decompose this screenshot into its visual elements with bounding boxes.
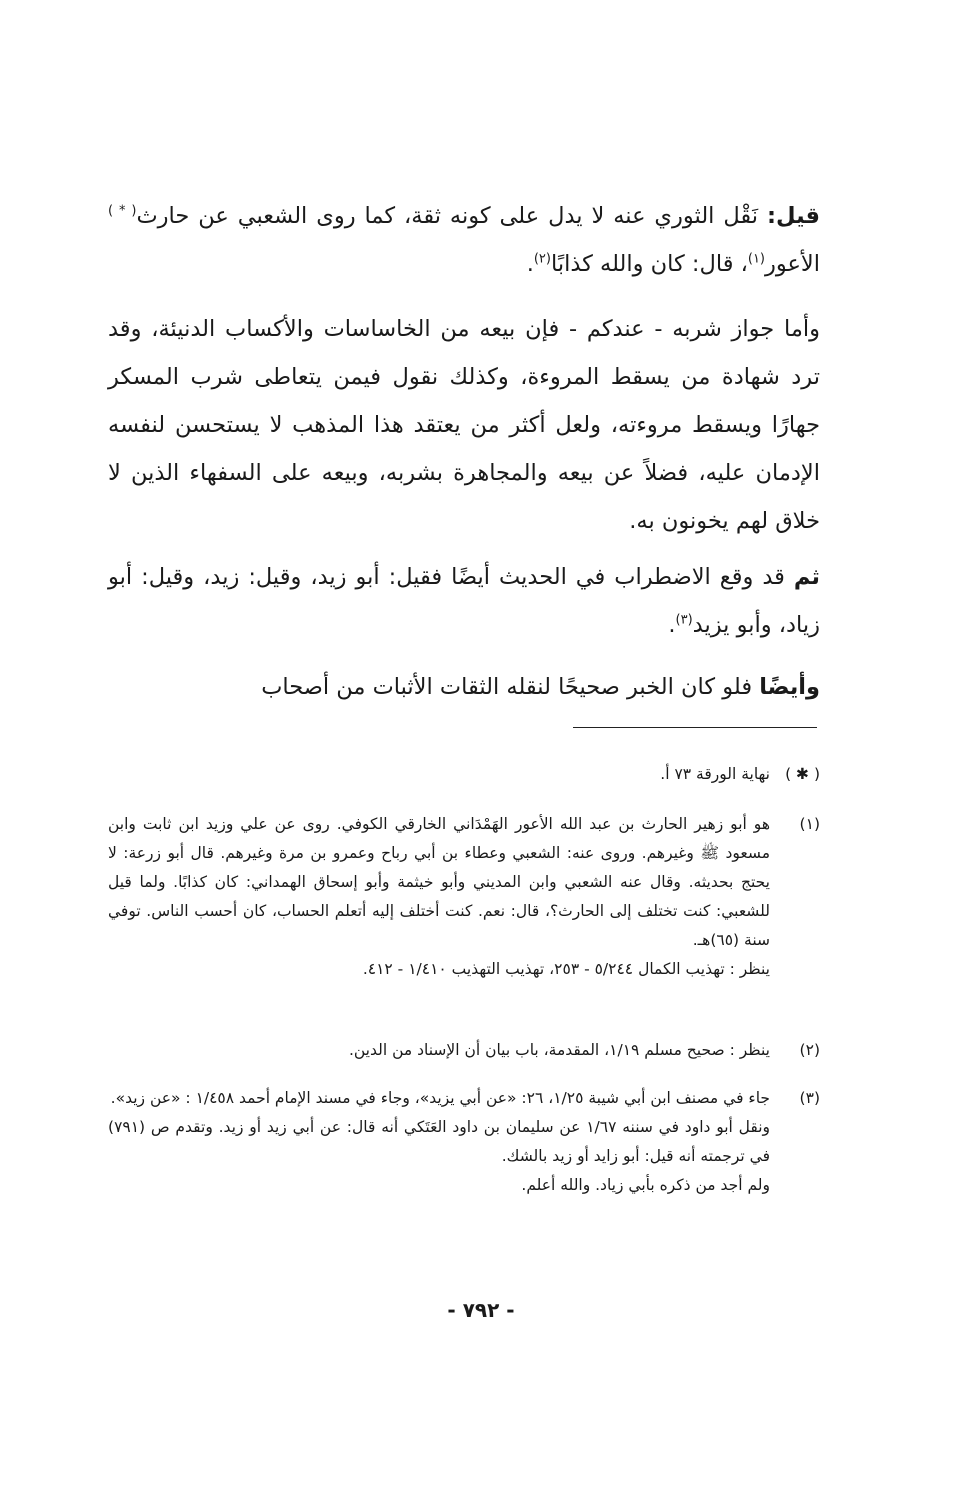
footnote-1-reference: ينظر : تهذيب الكمال ٥/٢٤٤ - ٢٥٣، تهذيب التهذيب ١/٤١٠ - ٤١٢. <box>362 960 770 978</box>
paragraph-3-lead: ثم <box>793 564 820 590</box>
footnote-2-text: ينظر : صحيح مسلم ١/١٩، المقدمة، باب بيان أن الإسناد من الدين. <box>348 1041 770 1059</box>
footnote-star-text: نهاية الورقة ٧٣ أ. <box>660 765 770 783</box>
paragraph-1-lead: قيل: <box>766 203 820 229</box>
footnote-marker-2: (٢) <box>533 251 551 267</box>
paragraph-3 <box>108 553 820 649</box>
paragraph-2: وأما جواز شربه - عندكم - فإن بيعه من الخاساسات والأكساب الدنيئة، وقد ترد شهادة من يسقط المروءة، وكذلك نقول فيمن يتعاطى شرب المسكر جهارًا ويسقط مروءته، ولعل أكثر من يعتقد هذا المذهب لا يستحسن لنفسه الإدمان عليه، فضلاً عن بيعه والمجاهرة بشربه، وبيعه على السفهاء الذين لا خلاق لهم يخونون به. <box>108 316 820 534</box>
paragraph-4-lead: وأيضًا <box>759 674 820 700</box>
footnote-3-text-3: ولم أجد من ذكره بأبي زياد. والله أعلم. <box>521 1176 770 1194</box>
footnote-1-text: هو أبو زهير الحارث بن عبد الله الأعور الهَمْدَاني الخارقي الكوفي. روى عن علي وزيد ابن ثابت وابن مسعود ﷺ وغيرهم. وروى عنه: الشعبي وعطاء بن أبي رباح وعمرو بن مرة وغيرهم. قال أبو زرعة: لا يحتج بحديثه. وقال عنه الشعبي وابن المديني وأبو خيثمة وأبو إسحاق الهمداني: كان كذابًا. ولما قيل للشعبي: كنت تختلف إلى الحارث؟، قال: نعم. كنت أختلف إليه أتعلم الحساب، كان أحسب الناس. توفي سنة (٦٥)هـ. <box>108 815 770 949</box>
paragraph-1 <box>108 192 820 288</box>
paragraph-4 <box>108 663 820 711</box>
footnote-1 <box>108 810 820 984</box>
paragraph-3-text-b: . <box>668 612 676 638</box>
footnote-star <box>108 760 820 789</box>
footnote-separator <box>573 727 817 728</box>
footnote-marker-1: (١) <box>747 251 765 267</box>
footnote-2 <box>108 1036 820 1065</box>
footnote-1-number: (١) <box>799 815 820 833</box>
paragraph-4-text: فلو كان الخبر صحيحًا لنقله الثقات الأثبات من أصحاب <box>261 674 760 700</box>
footnote-2-number: (٢) <box>799 1041 820 1059</box>
footnote-3-text: جاء في مصنف ابن أبي شيبة ١/٢٥، ٢٦: «عن أبي يزيد»، وجاء في مسند الإمام أحمد ١/٤٥٨ : «عن زيد». <box>110 1089 770 1107</box>
footnote-3-text-2: ونقل أبو داود في سننه ١/٦٧ عن سليمان بن داود العَتَكي أنه قال: عن أبي زيد أو زيد. وتقدم ص (٧٩١) في ترجمته أنه قيل: أبو زايد أو زيد بالشك. <box>108 1118 771 1165</box>
footnote-3-number: (٣) <box>799 1089 820 1107</box>
page-number: - ٧٩٢ - <box>447 1298 515 1322</box>
footnote-marker-star: ( * ) <box>108 203 137 219</box>
paragraph-3-text-a: قد وقع الاضطراب في الحديث أيضًا فقيل: أبو زيد، وقيل: زيد، وقيل: أبو زياد، وأبو يزيد <box>108 564 820 638</box>
paragraph-1-text-d: . <box>526 251 534 277</box>
footnote-3 <box>108 1084 820 1200</box>
footnote-star-number: ( ✱ ) <box>785 765 820 783</box>
footnote-marker-3: (٣) <box>675 612 693 628</box>
paragraph-1-text-a: نَقْل الثوري عنه لا يدل على كونه ثقة، كما روى الشعبي عن حارث <box>136 203 767 229</box>
paragraph-1-text-b: الأعور <box>765 251 820 277</box>
paragraph-1-text-c: ، قال: كان والله كذابًا <box>550 251 748 277</box>
